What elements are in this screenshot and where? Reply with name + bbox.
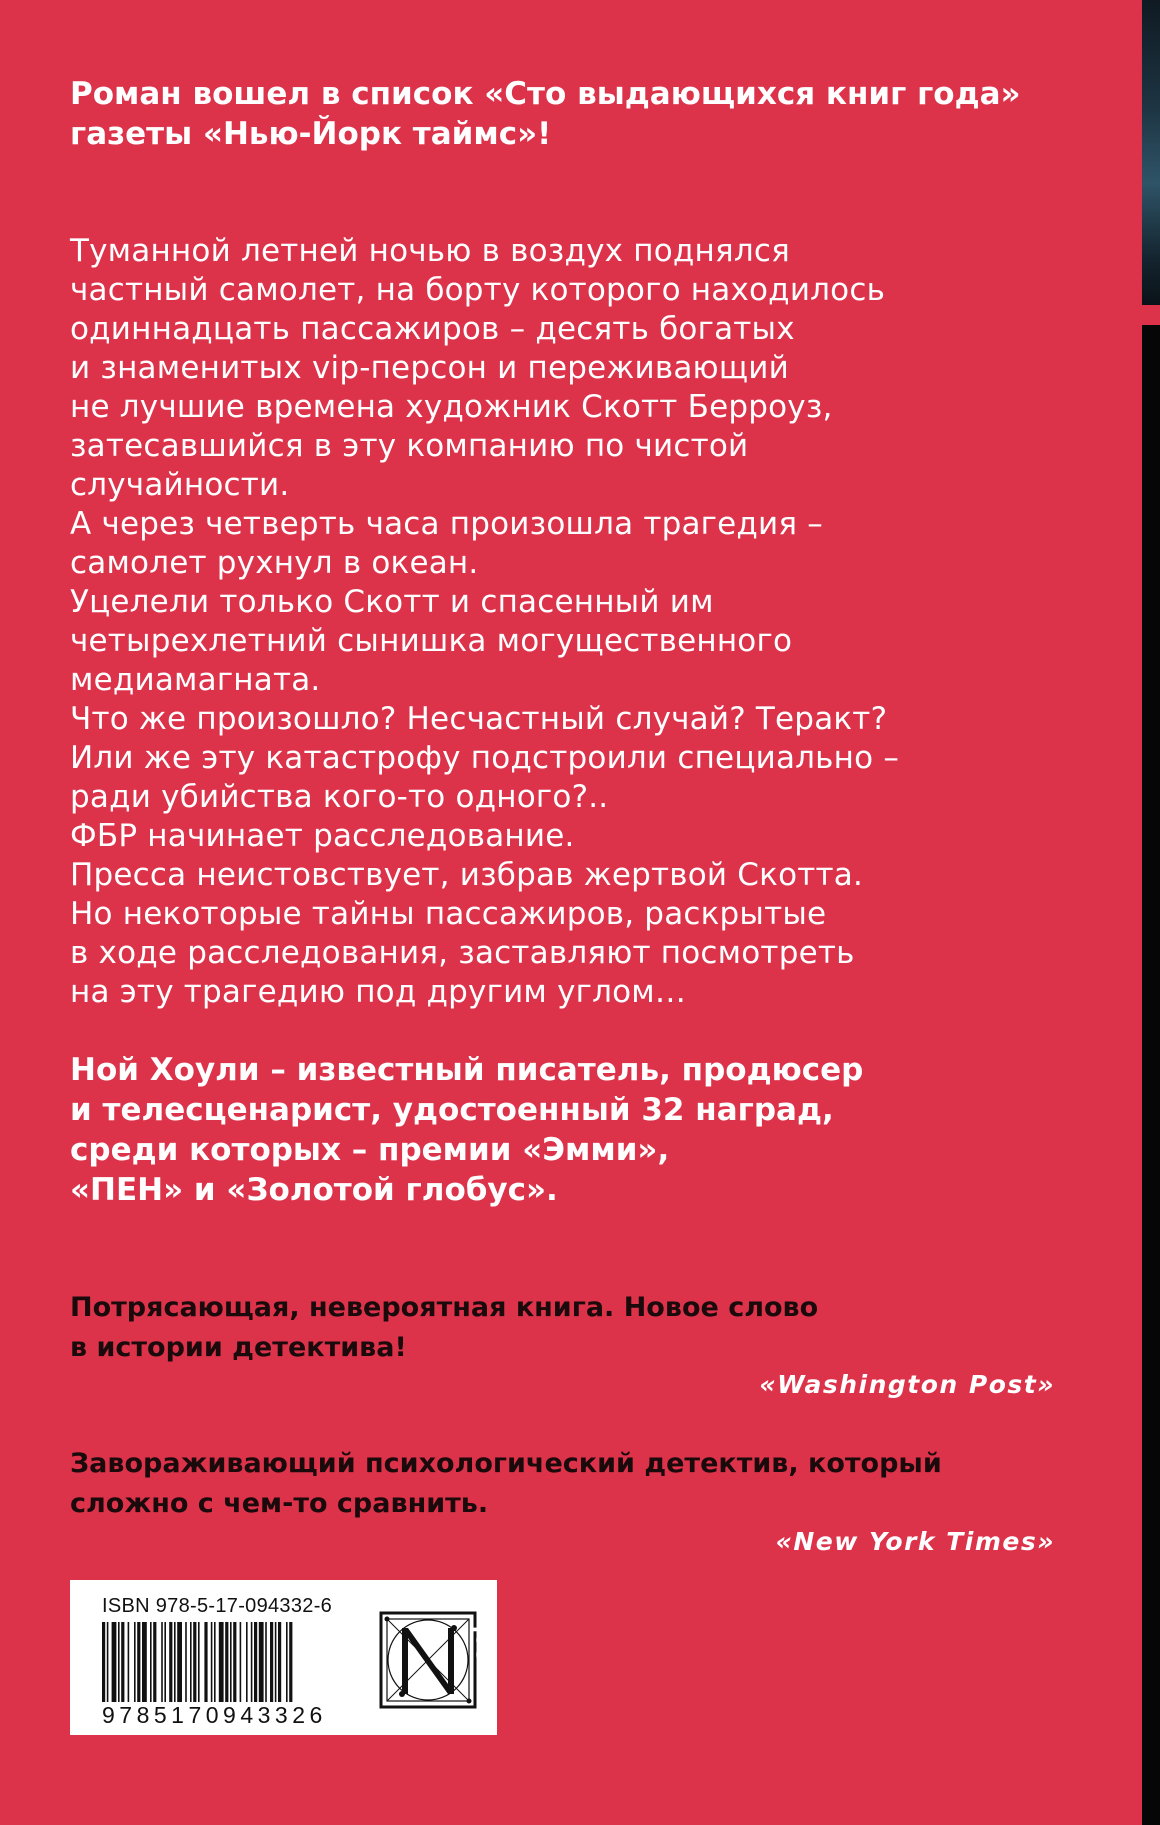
barcode-bar xyxy=(270,1622,273,1706)
description-line: Но некоторые тайны пассажиров, раскрытые xyxy=(70,896,827,932)
description-line: не лучшие времена художник Скотт Берроуз, xyxy=(70,389,833,425)
barcode-bar xyxy=(278,1622,281,1706)
description-line: А через четверть часа произошла трагедия – xyxy=(70,506,824,542)
publisher-website: www.ast.ru xyxy=(469,1588,493,1728)
barcode-bar xyxy=(246,1622,248,1706)
description-line: одиннадцать пассажиров – десять богатых xyxy=(70,311,795,347)
barcode-bars xyxy=(102,1622,370,1706)
description-line: ФБР начинает расследование. xyxy=(70,818,575,854)
spine-red-stripe xyxy=(1142,305,1160,325)
barcode-bar xyxy=(121,1622,124,1706)
barcode-bar xyxy=(153,1622,156,1706)
author-bio-line: «ПЕН» и «Золотой глобус». xyxy=(70,1172,558,1208)
description-line: Туманной летней ночью в воздух поднялся xyxy=(70,233,790,269)
barcode-bar xyxy=(102,1622,105,1706)
quote-line: Потрясающая, невероятная книга. Новое слово xyxy=(70,1292,819,1323)
barcode-bar xyxy=(240,1622,242,1706)
isbn-label: ISBN 978-5-17-094332-6 xyxy=(102,1595,333,1617)
barcode-bar xyxy=(177,1622,182,1706)
barcode-bar xyxy=(230,1622,232,1706)
description-line: Уцелели только Скотт и спасенный им xyxy=(70,584,714,620)
barcode-bar xyxy=(286,1622,288,1706)
promo-line: газеты «Нью-Йорк таймс»! xyxy=(70,116,552,152)
barcode-bar xyxy=(214,1622,216,1706)
description xyxy=(70,232,899,1012)
description-line: четырехлетний сынишка могущественного xyxy=(70,623,793,659)
barcode-bar xyxy=(169,1622,172,1706)
quote-line: Завораживающий психологический детектив, который xyxy=(70,1448,942,1479)
barcode-bar xyxy=(275,1622,277,1706)
barcode-bar xyxy=(142,1622,147,1706)
description-line: Пресса неистовствует, избрав жертвой Скотта. xyxy=(70,857,864,893)
barcode-bar xyxy=(150,1622,152,1706)
barcode-bar xyxy=(193,1622,196,1706)
review-quote-new-york-times xyxy=(70,1444,942,1524)
quote-source-washington-post: «Washington Post» xyxy=(759,1370,1055,1399)
barcode-bar xyxy=(185,1622,187,1706)
barcode-bar xyxy=(107,1622,109,1706)
review-quote-washington-post xyxy=(70,1288,818,1368)
barcode-bar xyxy=(112,1622,117,1706)
barcode-bar xyxy=(233,1622,236,1706)
barcode-bar xyxy=(225,1622,228,1706)
description-line: самолет рухнул в океан. xyxy=(70,545,479,581)
quote-line: в истории детектива! xyxy=(70,1332,407,1363)
quote-source-new-york-times: «New York Times» xyxy=(775,1527,1055,1556)
barcode-bar xyxy=(219,1622,224,1706)
barcode-bar xyxy=(137,1622,140,1706)
barcode-bar xyxy=(198,1622,200,1706)
promo-text xyxy=(70,74,1070,154)
description-line: ради убийства кого-то одного?.. xyxy=(70,779,609,815)
quote-line: сложно с чем-то сравнить. xyxy=(70,1488,489,1519)
barcode-bar xyxy=(251,1622,253,1706)
description-line: и знаменитых vip-персон и переживающий xyxy=(70,350,789,386)
description-line: медиамагната. xyxy=(70,662,321,698)
author-bio xyxy=(70,1050,863,1210)
description-line: затесавшийся в эту компанию по чистой xyxy=(70,428,749,464)
publisher-logo-icon xyxy=(378,1610,478,1710)
barcode-bar xyxy=(259,1622,264,1706)
barcode-panel xyxy=(70,1580,497,1735)
description-line: в ходе расследования, заставляют посмотреть xyxy=(70,935,855,971)
barcode-bar xyxy=(190,1622,192,1706)
barcode-bar xyxy=(134,1622,136,1706)
barcode-bar xyxy=(211,1622,213,1706)
description-line: на эту трагедию под другим углом… xyxy=(70,974,687,1010)
spine-cover-image xyxy=(1142,0,1160,305)
barcode-digits: 9785170943326 xyxy=(102,1702,327,1728)
description-line: Или же эту катастрофу подстроили специально – xyxy=(70,740,900,776)
barcode-bar xyxy=(289,1622,292,1706)
barcode-bar xyxy=(161,1622,163,1706)
barcode-bar xyxy=(254,1622,257,1706)
barcode-bar xyxy=(118,1622,120,1706)
author-bio-line: Ной Хоули – известный писатель, продюсер xyxy=(70,1052,864,1088)
barcode-bar xyxy=(265,1622,267,1706)
barcode-bar xyxy=(204,1622,207,1706)
promo-line: Роман вошел в список «Сто выдающихся книг года» xyxy=(70,76,1021,112)
description-line: случайности. xyxy=(70,467,290,503)
barcode-bar xyxy=(164,1622,166,1706)
author-bio-line: и телесценарист, удостоенный 32 наград, xyxy=(70,1092,834,1128)
barcode-bar xyxy=(174,1622,176,1706)
description-line: частный самолет, на борту которого находилось xyxy=(70,272,886,308)
description-line: Что же произошло? Несчастный случай? Теракт? xyxy=(70,701,888,737)
author-bio-line: среди которых – премии «Эмми», xyxy=(70,1132,670,1168)
barcode-bar xyxy=(128,1622,130,1706)
